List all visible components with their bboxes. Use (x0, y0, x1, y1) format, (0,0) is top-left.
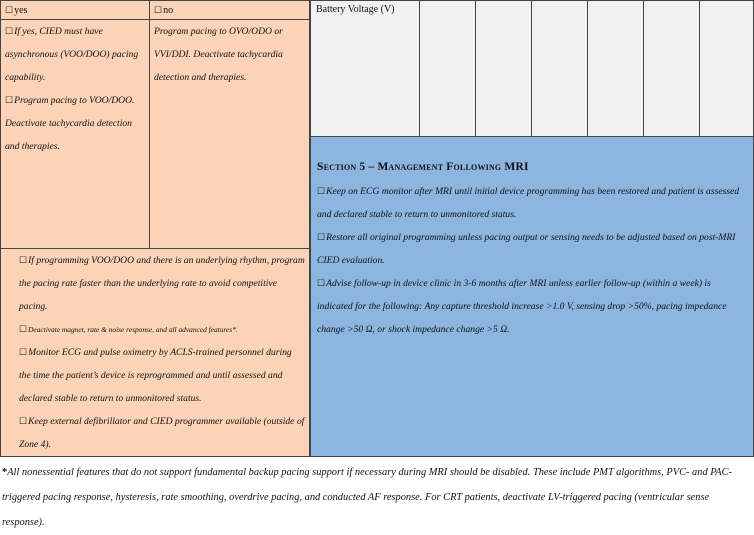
battery-cell-5[interactable] (643, 0, 700, 137)
battery-cell-1[interactable] (419, 0, 476, 137)
yes-checkbox[interactable] (5, 5, 14, 16)
battery-cell-3[interactable] (531, 0, 588, 137)
section5-title: Section 5 – Management Following MRI (317, 161, 529, 173)
section5-item-1[interactable]: ☐ Keep on ECG monitor after MRI until initial device programming has been restored and patient is assessed and declared stable to return to unmonitored status. (317, 180, 747, 226)
yes-item-1[interactable]: ☐ If yes, CIED must have asynchronous (VOO/DOO) pacing capability. (5, 20, 145, 89)
section5-panel (310, 136, 754, 457)
footnote-marker: * (2, 467, 8, 478)
section5-item-3[interactable]: ☐ Advise follow-up in device clinic in 3-6 months after MRI unless earlier follow-up (within a week) is indicated for the following: Any capture threshold increase >1.0 V, sensing drop >50%, pacing impedance change >50 Ω, or shock impedance change >5 Ω. (317, 272, 747, 341)
yes-label: yes (14, 5, 28, 16)
section5-item-2[interactable]: ☐ Restore all original programming unless pacing output or sensing needs to be adjusted based on post-MRI CIED evaluation. (317, 226, 747, 272)
no-body-cell (149, 19, 310, 249)
battery-voltage-label: Battery Voltage (V) (316, 4, 395, 15)
yes-header-cell (0, 0, 150, 20)
bottom-item-1[interactable]: ☐ If programming VOO/DOO and there is an underlying rhythm, program the pacing rate faster than the underlying rate to avoid competitive pacing. (19, 249, 305, 318)
battery-cell-6[interactable] (699, 0, 754, 137)
bottom-item-3[interactable]: ☐ Monitor ECG and pulse oximetry by ACLS-trained personnel during the time the patient’s device is reprogrammed and until assessed and declared stable to return to unmonitored status. (19, 341, 305, 410)
no-header-cell (149, 0, 310, 20)
battery-cell-2[interactable] (475, 0, 532, 137)
bottom-instructions-cell (0, 248, 310, 457)
yes-body-cell (0, 19, 150, 249)
bottom-item-4[interactable]: ☐ Keep external defibrillator and CIED programmer available (outside of Zone 4). (19, 410, 305, 456)
no-label: no (163, 5, 174, 16)
battery-voltage-label-cell (310, 0, 420, 137)
no-item-1: Program pacing to OVO/ODO or VVI/DDI. Deactivate tachycardia detection and therapies. (154, 26, 283, 83)
footnote (0, 460, 754, 534)
no-checkbox[interactable] (154, 5, 163, 16)
yes-item-2[interactable]: ☐ Program pacing to VOO/DOO. Deactivate tachycardia detection and therapies. (5, 89, 145, 158)
bottom-item-2[interactable]: ☐ Deactivate magnet, rate & noise response, and all advanced features*. (19, 318, 305, 341)
battery-cell-4[interactable] (587, 0, 644, 137)
footnote-text: All nonessential features that do not support fundamental backup pacing support if necessary during MRI should be disabled. These include PMT algorithms, PVC- and PAC-triggered pacing response, hysteresis, rate smoothing, overdrive pacing, and conducted AF response. For CRT patients, deactivate LV-triggered pacing (ventricular sense response). (2, 467, 732, 528)
